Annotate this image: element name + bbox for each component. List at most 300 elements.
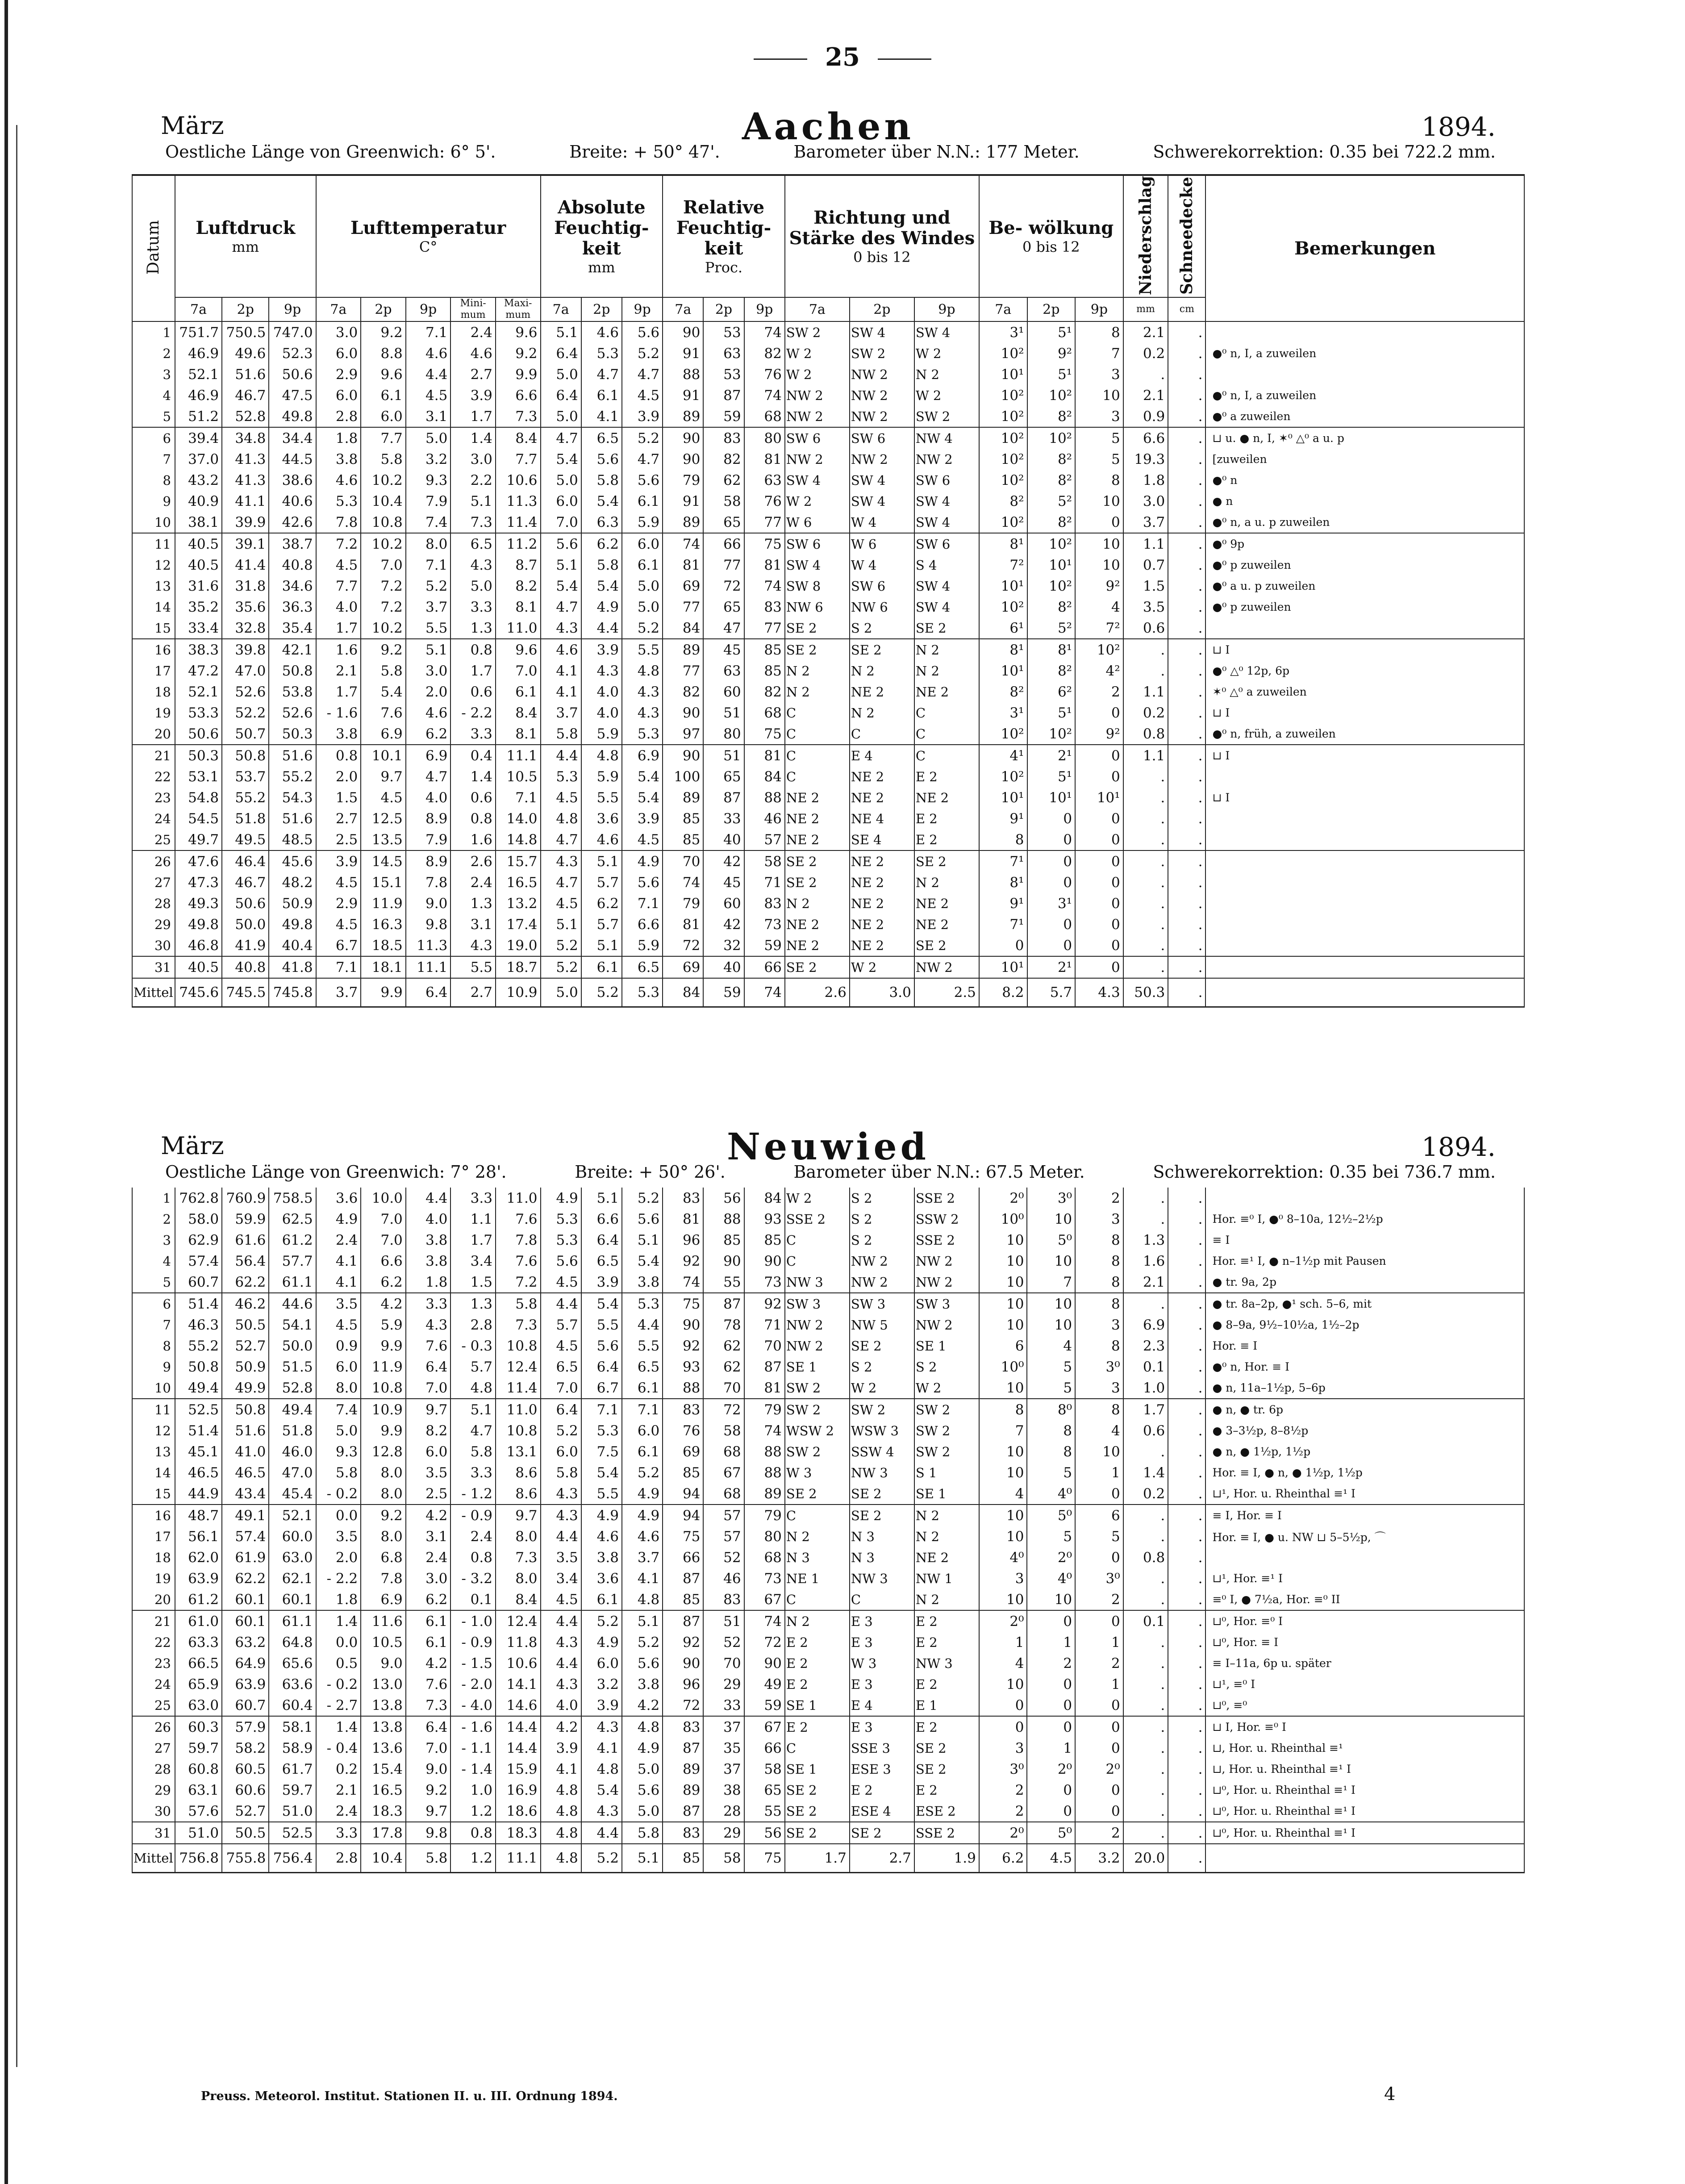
cloud-cell: 10 — [979, 1271, 1027, 1293]
temperature-cell: 4.7 — [406, 766, 451, 787]
pressure-cell: 755.8 — [222, 1844, 269, 1873]
wind-cell: NW 6 — [850, 596, 914, 617]
month-label: März — [161, 1132, 224, 1160]
pressure-cell: 31.6 — [175, 575, 222, 596]
cloud-cell: 8¹ — [979, 872, 1027, 893]
temperature-cell: 0.5 — [316, 1653, 361, 1674]
abs-humidity-cell: 4.5 — [622, 385, 663, 406]
cloud-cell: 8² — [979, 491, 1027, 512]
rel-humidity-cell: 60 — [703, 893, 744, 914]
pressure-cell: 62.1 — [269, 1568, 316, 1589]
minimum-cell: 4.3 — [450, 554, 496, 575]
rel-humidity-cell: 65 — [703, 596, 744, 617]
wind-cell: 2.5 — [914, 978, 979, 1007]
cloud-cell: 2 — [1075, 1822, 1123, 1844]
time-7a: 7a — [316, 297, 361, 321]
pressure-cell: 63.6 — [269, 1674, 316, 1695]
table-row — [132, 1801, 1524, 1822]
wind-cell: SW 4 — [785, 470, 850, 491]
table-row — [132, 1568, 1524, 1589]
abs-humidity-cell: 4.5 — [541, 893, 581, 914]
temperature-cell: 4.0 — [406, 787, 451, 808]
header-maximum: Maxi- mum — [496, 297, 541, 321]
rel-humidity-cell: 59 — [744, 1695, 785, 1716]
rel-humidity-cell: 58 — [703, 1844, 744, 1873]
pressure-cell: 51.4 — [175, 1293, 222, 1314]
precipitation-cell: . — [1123, 1632, 1168, 1653]
table-row — [132, 1293, 1524, 1314]
cloud-cell: 10 — [979, 1441, 1027, 1462]
pressure-cell: 51.5 — [269, 1356, 316, 1377]
cloud-cell: 0 — [1027, 1674, 1075, 1695]
abs-humidity-cell: 5.1 — [581, 1188, 622, 1209]
table-row — [132, 1610, 1524, 1632]
pressure-cell: 34.6 — [269, 575, 316, 596]
day-cell: 13 — [132, 575, 175, 596]
mean-row — [132, 1844, 1524, 1873]
wind-cell: NW 3 — [850, 1568, 914, 1589]
temperature-cell: 3.5 — [316, 1526, 361, 1547]
snow-cell: . — [1168, 406, 1205, 427]
remark-cell: ≡ I — [1205, 1230, 1524, 1250]
minimum-cell: 1.1 — [450, 1209, 496, 1230]
minimum-cell: 0.6 — [450, 681, 496, 702]
abs-humidity-cell: 5.1 — [581, 850, 622, 872]
cloud-cell: 0 — [1075, 766, 1123, 787]
pressure-cell: 756.8 — [175, 1844, 222, 1873]
temperature-cell: 7.1 — [406, 321, 451, 343]
temperature-cell: 4.6 — [406, 702, 451, 723]
rel-humidity-cell: 58 — [703, 491, 744, 512]
wind-cell: N 2 — [914, 872, 979, 893]
minimum-cell: 5.1 — [450, 491, 496, 512]
cloud-cell: 10 — [1027, 1293, 1075, 1314]
cloud-cell: 10 — [979, 1526, 1027, 1547]
cloud-cell: 10 — [1027, 1589, 1075, 1610]
pressure-cell: 42.1 — [269, 639, 316, 660]
temperature-cell: 0.9 — [316, 1335, 361, 1356]
abs-humidity-cell: 7.0 — [541, 1377, 581, 1399]
temperature-cell: 2.5 — [316, 829, 361, 850]
pressure-cell: 58.9 — [269, 1738, 316, 1759]
day-cell: 28 — [132, 1759, 175, 1780]
abs-humidity-cell: 4.8 — [622, 660, 663, 681]
maximum-cell: 11.1 — [496, 745, 541, 766]
cloud-cell: 10 — [1027, 1314, 1075, 1335]
cloud-cell: 8¹ — [979, 639, 1027, 660]
temperature-cell: 6.8 — [361, 1547, 406, 1568]
temperature-cell: 3.9 — [316, 850, 361, 872]
rel-humidity-cell: 89 — [663, 512, 703, 533]
temperature-cell: - 2.7 — [316, 1695, 361, 1716]
day-cell: 2 — [132, 343, 175, 364]
pressure-cell: 49.1 — [222, 1505, 269, 1526]
pressure-cell: 34.4 — [269, 427, 316, 449]
maximum-cell: 7.0 — [496, 660, 541, 681]
temperature-cell: 15.4 — [361, 1759, 406, 1780]
cloud-cell: 10⁰ — [979, 1209, 1027, 1230]
temperature-cell: 7.7 — [316, 575, 361, 596]
wind-cell: SSW 2 — [914, 1209, 979, 1230]
cloud-cell: 10² — [979, 427, 1027, 449]
table-row — [132, 1335, 1524, 1356]
cloud-cell: 4 — [979, 1483, 1027, 1505]
pressure-cell: 62.2 — [222, 1568, 269, 1589]
rel-humidity-cell: 82 — [744, 343, 785, 364]
day-cell: 22 — [132, 766, 175, 787]
temperature-cell: 4.5 — [316, 872, 361, 893]
minimum-cell: - 0.9 — [450, 1505, 496, 1526]
abs-humidity-cell: 4.1 — [541, 660, 581, 681]
abs-humidity-cell: 4.1 — [541, 681, 581, 702]
abs-humidity-cell: 6.6 — [581, 1209, 622, 1230]
maximum-cell: 7.6 — [496, 1250, 541, 1271]
wind-cell: N 2 — [785, 1526, 850, 1547]
table-row — [132, 512, 1524, 533]
rel-humidity-cell: 74 — [663, 872, 703, 893]
rel-humidity-cell: 40 — [703, 956, 744, 978]
snow-cell: . — [1168, 1250, 1205, 1271]
maximum-cell: 6.1 — [496, 681, 541, 702]
cloud-cell: 6² — [1027, 681, 1076, 702]
unit-temp: C° — [419, 238, 438, 255]
cloud-cell: 7 — [979, 1420, 1027, 1441]
temperature-cell: 3.0 — [316, 321, 361, 343]
table-row — [132, 639, 1524, 660]
cloud-cell: 0 — [1075, 1780, 1123, 1801]
abs-humidity-cell: 5.6 — [622, 1653, 663, 1674]
abs-humidity-cell: 4.4 — [622, 1314, 663, 1335]
pressure-cell: 62.0 — [175, 1547, 222, 1568]
table-row — [132, 406, 1524, 427]
cloud-cell: 8 — [1075, 1250, 1123, 1271]
cloud-cell: 1 — [1075, 1632, 1123, 1653]
pressure-cell: 52.8 — [269, 1377, 316, 1399]
wind-cell: N 2 — [914, 1589, 979, 1610]
wind-cell: SW 3 — [850, 1293, 914, 1314]
abs-humidity-cell: 5.6 — [541, 533, 581, 554]
precipitation-cell: 1.5 — [1123, 575, 1168, 596]
abs-humidity-cell: 5.8 — [581, 470, 622, 491]
cloud-cell: 0 — [1027, 1610, 1075, 1632]
abs-humidity-cell: 5.4 — [622, 1250, 663, 1271]
table-row — [132, 596, 1524, 617]
minimum-cell: 5.0 — [450, 575, 496, 596]
rel-humidity-cell: 74 — [744, 1610, 785, 1632]
cloud-cell: 10¹ — [1027, 554, 1076, 575]
table-row — [132, 1250, 1524, 1271]
abs-humidity-cell: 4.8 — [541, 808, 581, 829]
remark-cell: ● tr. 8a–2p, ●¹ sch. 5–6, mit — [1205, 1293, 1524, 1314]
cloud-cell: 0 — [1027, 935, 1076, 956]
precipitation-cell: . — [1123, 1653, 1168, 1674]
temperature-cell: 8.0 — [361, 1483, 406, 1505]
pressure-cell: 39.8 — [222, 639, 269, 660]
rel-humidity-cell: 65 — [703, 512, 744, 533]
station-metadata — [165, 142, 1496, 162]
wind-cell: N 3 — [785, 1547, 850, 1568]
temperature-cell: 1.7 — [316, 681, 361, 702]
day-cell: 10 — [132, 512, 175, 533]
cloud-cell: 0 — [1027, 808, 1076, 829]
table-row — [132, 427, 1524, 449]
wind-cell: N 2 — [785, 660, 850, 681]
wind-cell: SW 2 — [785, 1377, 850, 1399]
temperature-cell: 4.1 — [316, 1271, 361, 1293]
table-row — [132, 554, 1524, 575]
wind-cell: E 4 — [850, 1695, 914, 1716]
temperature-cell: 10.2 — [361, 470, 406, 491]
abs-humidity-cell: 6.4 — [581, 1356, 622, 1377]
gravity-correction: Schwerekorrektion: 0.35 bei 722.2 mm. — [1153, 142, 1496, 162]
rel-humidity-cell: 35 — [703, 1738, 744, 1759]
rel-humidity-cell: 74 — [663, 533, 703, 554]
remark-cell — [1205, 766, 1524, 787]
rel-humidity-cell: 78 — [703, 1314, 744, 1335]
maximum-cell: 10.9 — [496, 978, 541, 1007]
snow-cell: . — [1168, 1822, 1205, 1844]
snow-cell: . — [1168, 533, 1205, 554]
precipitation-cell: 0.6 — [1123, 1420, 1168, 1441]
cloud-cell: 10 — [1027, 1209, 1075, 1230]
pressure-cell: 51.6 — [269, 745, 316, 766]
temperature-cell: 10.4 — [361, 491, 406, 512]
rel-humidity-cell: 85 — [744, 1230, 785, 1250]
datum-header: Datum — [144, 220, 163, 275]
temperature-cell: 4.2 — [361, 1293, 406, 1314]
wind-cell: NE 2 — [914, 914, 979, 935]
rel-humidity-cell: 88 — [744, 787, 785, 808]
rel-humidity-cell: 89 — [663, 1759, 703, 1780]
abs-humidity-cell: 5.1 — [622, 1610, 663, 1632]
temperature-cell: 12.8 — [361, 1441, 406, 1462]
temperature-cell: 6.0 — [361, 406, 406, 427]
minimum-cell: 3.1 — [450, 914, 496, 935]
maximum-cell: 8.6 — [496, 1483, 541, 1505]
pressure-cell: 51.6 — [222, 1420, 269, 1441]
minimum-cell: - 1.2 — [450, 1483, 496, 1505]
temperature-cell: 0.0 — [316, 1505, 361, 1526]
remark-cell — [1205, 872, 1524, 893]
temperature-cell: 9.2 — [361, 321, 406, 343]
day-cell: 5 — [132, 1271, 175, 1293]
wind-cell: N 2 — [785, 1610, 850, 1632]
abs-humidity-cell: 4.9 — [622, 850, 663, 872]
table-row — [132, 470, 1524, 491]
cloud-cell: 10 — [979, 1462, 1027, 1483]
pressure-cell: 41.9 — [222, 935, 269, 956]
cloud-cell: 5⁰ — [1027, 1822, 1075, 1844]
day-cell: 31 — [132, 956, 175, 978]
abs-humidity-cell: 5.3 — [541, 1230, 581, 1250]
rel-humidity-cell: 83 — [663, 1716, 703, 1738]
snow-cell: . — [1168, 1547, 1205, 1568]
abs-humidity-cell: 4.9 — [622, 1738, 663, 1759]
table-row — [132, 1230, 1524, 1250]
rel-humidity-cell: 85 — [744, 660, 785, 681]
snow-cell: . — [1168, 1716, 1205, 1738]
wind-cell: N 2 — [785, 893, 850, 914]
precipitation-cell: . — [1123, 1716, 1168, 1738]
cloud-cell: 3 — [1075, 406, 1123, 427]
wind-cell: C — [785, 1250, 850, 1271]
cloud-cell: 10² — [979, 449, 1027, 470]
abs-humidity-cell: 5.7 — [581, 872, 622, 893]
minimum-cell: 2.6 — [450, 850, 496, 872]
cloud-cell: 7² — [979, 554, 1027, 575]
table-row — [132, 1462, 1524, 1483]
cloud-cell: 3 — [1075, 364, 1123, 385]
wind-cell: C — [914, 723, 979, 745]
rel-humidity-cell: 88 — [744, 1441, 785, 1462]
pressure-cell: 66.5 — [175, 1653, 222, 1674]
wind-cell: E 2 — [914, 1632, 979, 1653]
rel-humidity-cell: 81 — [663, 1209, 703, 1230]
temperature-cell: 10.8 — [361, 1377, 406, 1399]
station-name: Aachen — [742, 105, 915, 148]
rel-humidity-cell: 38 — [703, 1780, 744, 1801]
pressure-cell: 34.8 — [222, 427, 269, 449]
abs-humidity-cell: 5.1 — [622, 1844, 663, 1873]
maximum-cell: 10.8 — [496, 1335, 541, 1356]
rel-humidity-cell: 63 — [703, 343, 744, 364]
remark-cell: ● n, ● tr. 6p — [1205, 1399, 1524, 1420]
precipitation-cell: . — [1123, 1505, 1168, 1526]
pressure-cell: 60.7 — [222, 1695, 269, 1716]
temperature-cell: - 0.4 — [316, 1738, 361, 1759]
wind-cell: NW 4 — [914, 427, 979, 449]
abs-humidity-cell: 5.2 — [622, 617, 663, 639]
temperature-cell: 4.0 — [316, 596, 361, 617]
wind-cell: SE 2 — [785, 956, 850, 978]
remark-cell — [1205, 1188, 1524, 1209]
abs-humidity-cell: 5.7 — [581, 914, 622, 935]
wind-cell: SSE 2 — [914, 1188, 979, 1209]
cloud-cell: 2 — [1075, 1653, 1123, 1674]
abs-humidity-cell: 5.4 — [541, 449, 581, 470]
cloud-cell: 10² — [1027, 385, 1076, 406]
cloud-cell: 9¹ — [979, 893, 1027, 914]
wind-cell: NW 2 — [785, 406, 850, 427]
remark-cell — [1205, 978, 1524, 1007]
cloud-cell: 5 — [1027, 1356, 1075, 1377]
rel-humidity-cell: 87 — [663, 1568, 703, 1589]
rel-humidity-cell: 93 — [744, 1209, 785, 1230]
wind-cell: SE 2 — [785, 617, 850, 639]
pressure-cell: 46.9 — [175, 343, 222, 364]
temperature-cell: 13.8 — [361, 1695, 406, 1716]
maximum-cell: 9.2 — [496, 343, 541, 364]
unit-precip: mm — [1123, 297, 1168, 321]
wind-cell: NE 2 — [914, 893, 979, 914]
snow-cell: . — [1168, 1314, 1205, 1335]
day-cell: 18 — [132, 681, 175, 702]
abs-humidity-cell: 4.5 — [622, 829, 663, 850]
rel-humidity-cell: 59 — [703, 406, 744, 427]
cloud-cell: 10¹ — [979, 787, 1027, 808]
snow-cell: . — [1168, 617, 1205, 639]
cloud-cell: 0 — [1027, 1716, 1075, 1738]
precipitation-cell: . — [1123, 1568, 1168, 1589]
temperature-cell: 1.6 — [316, 639, 361, 660]
wind-cell: SE 2 — [914, 1759, 979, 1780]
day-cell: 7 — [132, 1314, 175, 1335]
rel-humidity-cell: 81 — [744, 449, 785, 470]
abs-humidity-cell: 6.0 — [541, 1441, 581, 1462]
table-row — [132, 1356, 1524, 1377]
rel-humidity-cell: 53 — [703, 321, 744, 343]
temperature-cell: 5.9 — [361, 1314, 406, 1335]
cloud-cell: 10¹ — [979, 956, 1027, 978]
abs-humidity-cell: 4.9 — [622, 1505, 663, 1526]
cloud-cell: 8 — [979, 829, 1027, 850]
temperature-cell: 7.6 — [406, 1674, 451, 1695]
rel-humidity-cell: 96 — [663, 1230, 703, 1250]
maximum-cell: 8.0 — [496, 1568, 541, 1589]
day-cell: 16 — [132, 1505, 175, 1526]
abs-humidity-cell: 5.3 — [581, 343, 622, 364]
cloud-cell: 10 — [979, 1505, 1027, 1526]
pressure-cell: 54.8 — [175, 787, 222, 808]
temperature-cell: 10.5 — [361, 1632, 406, 1653]
cloud-cell: 7 — [1075, 343, 1123, 364]
cloud-cell: 3 — [979, 1738, 1027, 1759]
precipitation-cell: 50.3 — [1123, 978, 1168, 1007]
pressure-cell: 53.3 — [175, 702, 222, 723]
rel-humidity-cell: 79 — [744, 1399, 785, 1420]
abs-humidity-cell: 4.9 — [622, 1483, 663, 1505]
temperature-cell: 5.8 — [361, 449, 406, 470]
abs-humidity-cell: 3.9 — [581, 639, 622, 660]
day-cell: 21 — [132, 745, 175, 766]
abs-humidity-cell: 4.5 — [541, 1271, 581, 1293]
temperature-cell: 4.6 — [406, 343, 451, 364]
temperature-cell: 13.5 — [361, 829, 406, 850]
pressure-cell: 45.4 — [269, 1483, 316, 1505]
day-cell: 10 — [132, 1377, 175, 1399]
snow-cell: . — [1168, 1610, 1205, 1632]
day-cell: 11 — [132, 533, 175, 554]
remark-cell: ●⁰ p zuweilen — [1205, 554, 1524, 575]
header-precipitation: Niederschlag — [1136, 176, 1155, 296]
abs-humidity-cell: 4.1 — [622, 1568, 663, 1589]
rel-humidity-cell: 87 — [703, 787, 744, 808]
cloud-cell: 0 — [1075, 512, 1123, 533]
abs-humidity-cell: 3.8 — [622, 1271, 663, 1293]
abs-humidity-cell: 5.9 — [581, 766, 622, 787]
cloud-cell: 2⁰ — [1027, 1759, 1075, 1780]
cloud-cell: 10¹ — [979, 660, 1027, 681]
abs-humidity-cell: 6.4 — [541, 343, 581, 364]
cloud-cell: 5¹ — [1027, 766, 1076, 787]
temperature-cell: 3.3 — [316, 1822, 361, 1844]
station-name: Neuwied — [727, 1125, 930, 1168]
temperature-cell: 8.0 — [316, 1377, 361, 1399]
temperature-cell: 6.0 — [316, 343, 361, 364]
wind-cell: SSE 2 — [914, 1230, 979, 1250]
temperature-cell: 9.3 — [406, 470, 451, 491]
snow-cell: . — [1168, 343, 1205, 364]
abs-humidity-cell: 5.4 — [581, 491, 622, 512]
wind-cell: NE 2 — [850, 935, 914, 956]
wind-cell: S 2 — [850, 1209, 914, 1230]
rel-humidity-cell: 87 — [703, 1293, 744, 1314]
pressure-cell: 745.5 — [222, 978, 269, 1007]
temperature-cell: 5.0 — [406, 427, 451, 449]
pressure-cell: 61.1 — [269, 1271, 316, 1293]
snow-cell: . — [1168, 1441, 1205, 1462]
temperature-cell: 10.1 — [361, 745, 406, 766]
